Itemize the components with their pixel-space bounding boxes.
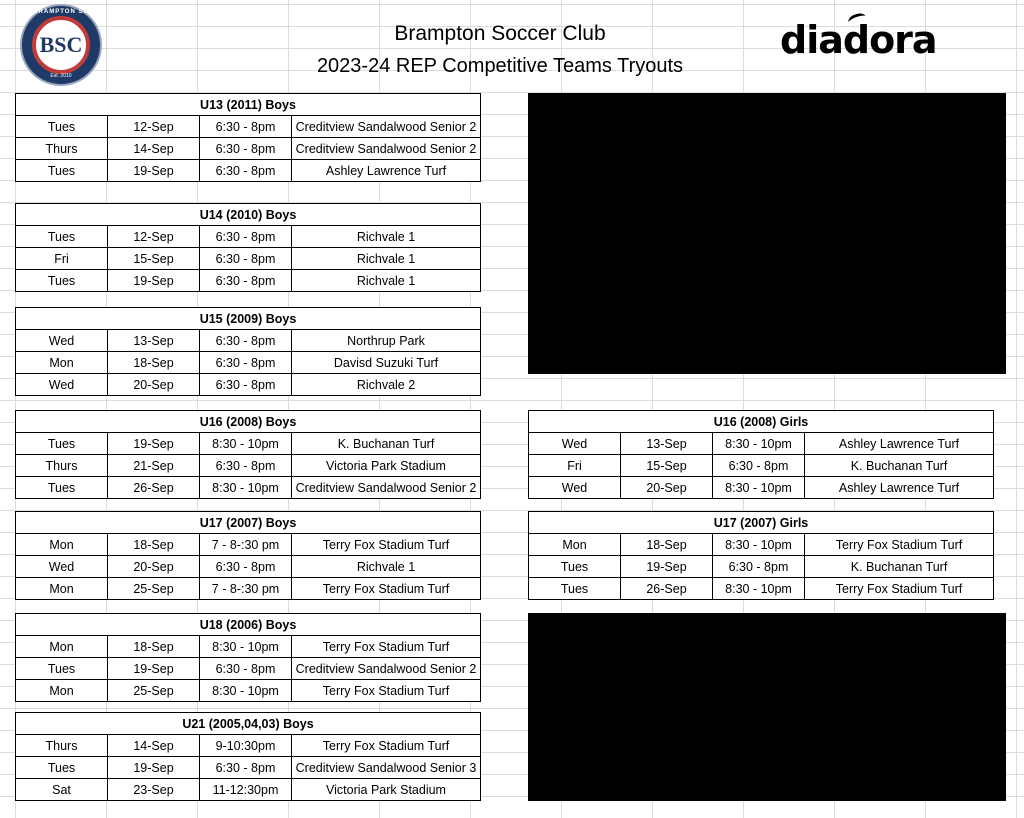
- time-cell: 6:30 - 8pm: [200, 270, 292, 292]
- date-cell: 13-Sep: [621, 433, 713, 455]
- table-row: [16, 352, 481, 374]
- date-cell: 15-Sep: [108, 248, 200, 270]
- location-cell: Richvale 1: [292, 226, 481, 248]
- date-cell: 25-Sep: [108, 578, 200, 600]
- location-cell: Terry Fox Stadium Turf: [292, 735, 481, 757]
- time-cell: 6:30 - 8pm: [713, 455, 805, 477]
- date-cell: 12-Sep: [108, 226, 200, 248]
- date-cell: 25-Sep: [108, 680, 200, 702]
- table-row: [16, 138, 481, 160]
- logo-est: Est. 2010: [50, 73, 72, 79]
- time-cell: 6:30 - 8pm: [200, 248, 292, 270]
- schedule-table-u18-boys: [15, 613, 481, 702]
- location-cell: Davisd Suzuki Turf: [292, 352, 481, 374]
- date-cell: 18-Sep: [108, 534, 200, 556]
- date-cell: 19-Sep: [108, 433, 200, 455]
- day-cell: Tues: [16, 477, 108, 499]
- day-cell: Tues: [16, 270, 108, 292]
- table-row: [16, 248, 481, 270]
- location-cell: Victoria Park Stadium: [292, 455, 481, 477]
- date-cell: 18-Sep: [108, 352, 200, 374]
- logo-monogram: BSC: [39, 32, 83, 57]
- time-cell: 8:30 - 10pm: [200, 477, 292, 499]
- schedule-table-u17-girls: [528, 511, 994, 600]
- table-row: [16, 270, 481, 292]
- day-cell: Mon: [16, 680, 108, 702]
- time-cell: 6:30 - 8pm: [200, 138, 292, 160]
- location-cell: K. Buchanan Turf: [805, 455, 994, 477]
- table-row: [16, 735, 481, 757]
- time-cell: 6:30 - 8pm: [200, 658, 292, 680]
- date-cell: 19-Sep: [108, 160, 200, 182]
- location-cell: Creditview Sandalwood Senior 2: [292, 658, 481, 680]
- time-cell: 6:30 - 8pm: [200, 226, 292, 248]
- location-cell: Richvale 1: [292, 270, 481, 292]
- day-cell: Wed: [529, 433, 621, 455]
- day-cell: Tues: [16, 160, 108, 182]
- day-cell: Tues: [16, 116, 108, 138]
- day-cell: Mon: [16, 636, 108, 658]
- time-cell: 6:30 - 8pm: [200, 116, 292, 138]
- time-cell: 8:30 - 10pm: [713, 433, 805, 455]
- day-cell: Tues: [529, 556, 621, 578]
- date-cell: 14-Sep: [108, 735, 200, 757]
- time-cell: 11-12:30pm: [200, 779, 292, 801]
- table-row: [529, 578, 994, 600]
- logo-ring: [32, 16, 90, 74]
- time-cell: 8:30 - 10pm: [713, 534, 805, 556]
- location-cell: Terry Fox Stadium Turf: [292, 636, 481, 658]
- time-cell: 8:30 - 10pm: [713, 477, 805, 499]
- day-cell: Tues: [16, 226, 108, 248]
- day-cell: Tues: [16, 433, 108, 455]
- table-row: [16, 477, 481, 499]
- table-row: [16, 578, 481, 600]
- schedule-table-u21-boys: [15, 712, 481, 801]
- table-row: [529, 534, 994, 556]
- day-cell: Sat: [16, 779, 108, 801]
- location-cell: Northrup Park: [292, 330, 481, 352]
- day-cell: Wed: [16, 556, 108, 578]
- date-cell: 23-Sep: [108, 779, 200, 801]
- page-title: Brampton Soccer Club: [394, 22, 606, 45]
- day-cell: Wed: [16, 374, 108, 396]
- time-cell: 8:30 - 10pm: [200, 680, 292, 702]
- table-row: [16, 680, 481, 702]
- time-cell: 6:30 - 8pm: [200, 160, 292, 182]
- sponsor-logo: diadora: [780, 18, 937, 62]
- time-cell: 6:30 - 8pm: [200, 374, 292, 396]
- date-cell: 21-Sep: [108, 455, 200, 477]
- location-cell: Ashley Lawrence Turf: [805, 477, 994, 499]
- location-cell: Creditview Sandalwood Senior 2: [292, 116, 481, 138]
- table-row: [16, 455, 481, 477]
- location-cell: Terry Fox Stadium Turf: [805, 578, 994, 600]
- table-row: [16, 374, 481, 396]
- date-cell: 20-Sep: [108, 374, 200, 396]
- table-title: U15 (2009) Boys: [16, 308, 481, 330]
- location-cell: Richvale 1: [292, 248, 481, 270]
- location-cell: Creditview Sandalwood Senior 2: [292, 138, 481, 160]
- date-cell: 15-Sep: [621, 455, 713, 477]
- day-cell: Wed: [16, 330, 108, 352]
- date-cell: 12-Sep: [108, 116, 200, 138]
- table-row: [16, 534, 481, 556]
- date-cell: 13-Sep: [108, 330, 200, 352]
- table-title: U17 (2007) Boys: [16, 512, 481, 534]
- time-cell: 6:30 - 8pm: [200, 757, 292, 779]
- date-cell: 18-Sep: [621, 534, 713, 556]
- table-row: [16, 116, 481, 138]
- table-row: [16, 779, 481, 801]
- schedule-table-u14-boys: [15, 203, 481, 292]
- location-cell: Terry Fox Stadium Turf: [805, 534, 994, 556]
- location-cell: Terry Fox Stadium Turf: [292, 534, 481, 556]
- table-row: [16, 433, 481, 455]
- table-row: [16, 330, 481, 352]
- table-title: U16 (2008) Boys: [16, 411, 481, 433]
- table-title: U13 (2011) Boys: [16, 94, 481, 116]
- table-row: [16, 636, 481, 658]
- location-cell: Richvale 2: [292, 374, 481, 396]
- table-row: [16, 160, 481, 182]
- location-cell: Victoria Park Stadium: [292, 779, 481, 801]
- table-row: [16, 658, 481, 680]
- club-logo: [20, 4, 102, 86]
- schedule-table-u15-boys: [15, 307, 481, 396]
- time-cell: 6:30 - 8pm: [713, 556, 805, 578]
- date-cell: 20-Sep: [621, 477, 713, 499]
- day-cell: Mon: [16, 578, 108, 600]
- date-cell: 19-Sep: [108, 270, 200, 292]
- page-subtitle: 2023-24 REP Competitive Teams Tryouts: [316, 55, 684, 77]
- day-cell: Thurs: [16, 735, 108, 757]
- schedule-table-u16-girls: [528, 410, 994, 499]
- time-cell: 6:30 - 8pm: [200, 556, 292, 578]
- table-title: U21 (2005,04,03) Boys: [16, 713, 481, 735]
- day-cell: Tues: [529, 578, 621, 600]
- location-cell: Ashley Lawrence Turf: [805, 433, 994, 455]
- time-cell: 7 - 8-:30 pm: [200, 578, 292, 600]
- time-cell: 6:30 - 8pm: [200, 330, 292, 352]
- location-cell: Richvale 1: [292, 556, 481, 578]
- location-cell: Creditview Sandalwood Senior 2: [292, 477, 481, 499]
- time-cell: 8:30 - 10pm: [200, 636, 292, 658]
- date-cell: 14-Sep: [108, 138, 200, 160]
- schedule-table-u13-boys: [15, 93, 481, 182]
- date-cell: 19-Sep: [108, 757, 200, 779]
- location-cell: Terry Fox Stadium Turf: [292, 680, 481, 702]
- schedule-table-u16-boys: [15, 410, 481, 499]
- table-row: [529, 433, 994, 455]
- day-cell: Fri: [529, 455, 621, 477]
- date-cell: 20-Sep: [108, 556, 200, 578]
- day-cell: Fri: [16, 248, 108, 270]
- table-row: [529, 455, 994, 477]
- time-cell: 8:30 - 10pm: [200, 433, 292, 455]
- location-cell: K. Buchanan Turf: [292, 433, 481, 455]
- day-cell: Thurs: [16, 138, 108, 160]
- date-cell: 26-Sep: [621, 578, 713, 600]
- location-cell: Ashley Lawrence Turf: [292, 160, 481, 182]
- date-cell: 19-Sep: [108, 658, 200, 680]
- time-cell: 9-10:30pm: [200, 735, 292, 757]
- table-title: U16 (2008) Girls: [529, 411, 994, 433]
- table-title: U18 (2006) Boys: [16, 614, 481, 636]
- day-cell: Mon: [16, 352, 108, 374]
- date-cell: 19-Sep: [621, 556, 713, 578]
- redacted-block-bottom: [528, 613, 1006, 801]
- table-title: U17 (2007) Girls: [529, 512, 994, 534]
- table-row: [16, 556, 481, 578]
- logo-arc-text: BRAMPTON SC: [33, 9, 89, 15]
- redacted-block-top: [528, 93, 1006, 374]
- table-row: [529, 556, 994, 578]
- table-row: [16, 226, 481, 248]
- day-cell: Thurs: [16, 455, 108, 477]
- day-cell: Tues: [16, 658, 108, 680]
- day-cell: Wed: [529, 477, 621, 499]
- day-cell: Tues: [16, 757, 108, 779]
- table-row: [16, 757, 481, 779]
- location-cell: Terry Fox Stadium Turf: [292, 578, 481, 600]
- date-cell: 18-Sep: [108, 636, 200, 658]
- table-title: U14 (2010) Boys: [16, 204, 481, 226]
- day-cell: Mon: [529, 534, 621, 556]
- date-cell: 26-Sep: [108, 477, 200, 499]
- day-cell: Mon: [16, 534, 108, 556]
- time-cell: 6:30 - 8pm: [200, 352, 292, 374]
- schedule-table-u17-boys: [15, 511, 481, 600]
- time-cell: 6:30 - 8pm: [200, 455, 292, 477]
- time-cell: 7 - 8-:30 pm: [200, 534, 292, 556]
- time-cell: 8:30 - 10pm: [713, 578, 805, 600]
- location-cell: Creditview Sandalwood Senior 3: [292, 757, 481, 779]
- location-cell: K. Buchanan Turf: [805, 556, 994, 578]
- table-row: [529, 477, 994, 499]
